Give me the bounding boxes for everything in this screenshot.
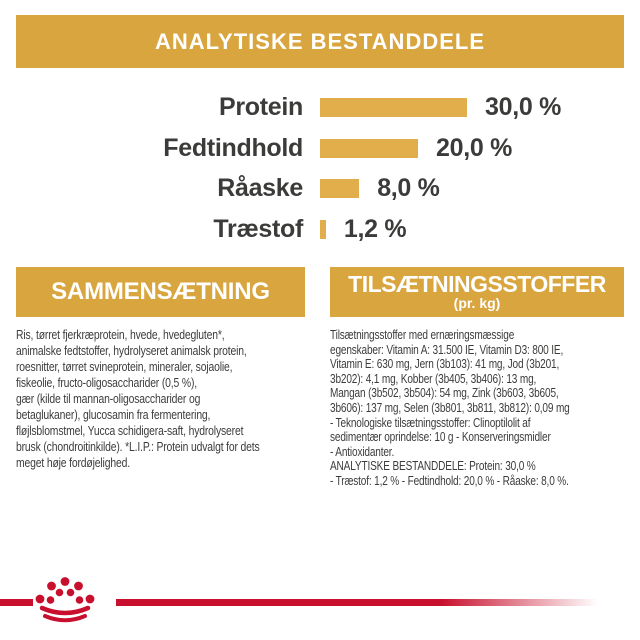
- text-line: egenskaber: Vitamin A: 31.500 IE, Vitamin D3: 800 IE,: [330, 342, 564, 357]
- royal-canin-crown-logo: [34, 575, 96, 629]
- chart-value-fedtindhold: 20,0 %: [436, 133, 513, 162]
- additives-banner: [330, 267, 624, 317]
- text-line: 3b606): 137 mg, Selen (3b801, 3b811, 3b812): 0,09 mg: [330, 400, 570, 415]
- additives-subtitle: (pr. kg): [453, 295, 501, 312]
- text-line: Ris, tørret fjerkræprotein, hvede, hvedegluten*,: [16, 327, 225, 342]
- chart-row-raaaske: [0, 173, 640, 203]
- text-line: - Antioxidanter.: [330, 444, 395, 459]
- text-line: meget høje fordøjelighed.: [16, 455, 130, 470]
- composition-body-text: [16, 327, 320, 471]
- composition-banner: [16, 267, 305, 317]
- bar-protein: [320, 98, 467, 117]
- text-line: gær (kilde til mannan-oligosaccharider og: [16, 391, 201, 406]
- text-line: Mangan (3b502, 3b504): 54 mg, Zink (3b603, 3b605,: [330, 386, 559, 401]
- text-line: animalske fedtstoffer, hydrolyseret animalsk protein,: [16, 343, 247, 358]
- analytical-constituents-chart: [0, 0, 640, 260]
- chart-label-fedtindhold: Fedtindhold: [163, 133, 303, 162]
- chart-row-protein: [0, 92, 640, 122]
- additives-body-text: [330, 328, 634, 489]
- text-line: Vitamin E: 630 mg, Jern (3b103): 41 mg, Jod (3b201,: [330, 357, 560, 372]
- chart-row-traestof: [0, 214, 640, 244]
- text-line: sedimentær oprindelse: 10 g - Konserveringsmidler: [330, 430, 551, 445]
- bar-fedtindhold: [320, 139, 418, 158]
- text-line: brusk (chondroitinkilde). *L.I.P.: Protein udvalgt for dets: [16, 439, 260, 454]
- chart-label-protein: Protein: [218, 92, 303, 121]
- chart-value-raaaske: 8,0 %: [377, 173, 440, 202]
- bar-raaaske: [320, 179, 359, 198]
- analytical-constituents-title: ANALYTISKE BESTANDDELE: [154, 28, 486, 54]
- text-line: - Teknologiske tilsætningsstoffer: Clinoptilolit af: [330, 415, 531, 430]
- text-line: 3b202): 4,1 mg, Kobber (3b405, 3b406): 13 mg,: [330, 371, 537, 386]
- text-line: roesnitter, tørret svineprotein, mineraler, sojaolie,: [16, 359, 233, 374]
- chart-row-fedtindhold: [0, 133, 640, 163]
- text-line: betaglukaner), glucosamin fra fermentering,: [16, 407, 211, 422]
- bar-traestof: [320, 220, 326, 239]
- text-line: - Træstof: 1,2 % - Fedtindhold: 20,0 % - Råaske: 8,0 %.: [330, 473, 569, 488]
- chart-label-raaaske: Råaske: [217, 173, 303, 202]
- chart-value-traestof: 1,2 %: [343, 214, 407, 243]
- brand-red-line-right: [116, 599, 640, 606]
- additives-title: TILSÆTNINGSSTOFFER: [348, 271, 606, 298]
- brand-red-line-left: [0, 599, 33, 606]
- text-line: fiskeolie, fructo-oligosaccharider (0,5 %),: [16, 375, 197, 390]
- chart-value-protein: 30,0 %: [485, 92, 562, 121]
- composition-title: SAMMENSÆTNING: [51, 278, 270, 306]
- chart-label-traestof: Træstof: [213, 214, 303, 243]
- text-line: fløjlsblomstmel, Yucca schidigera-saft, hydrolyseret: [16, 423, 244, 438]
- text-line: Tilsætningsstoffer med ernæringsmæssige: [330, 328, 515, 342]
- text-line: ANALYTISKE BESTANDDELE: Protein: 30,0 %: [330, 459, 536, 474]
